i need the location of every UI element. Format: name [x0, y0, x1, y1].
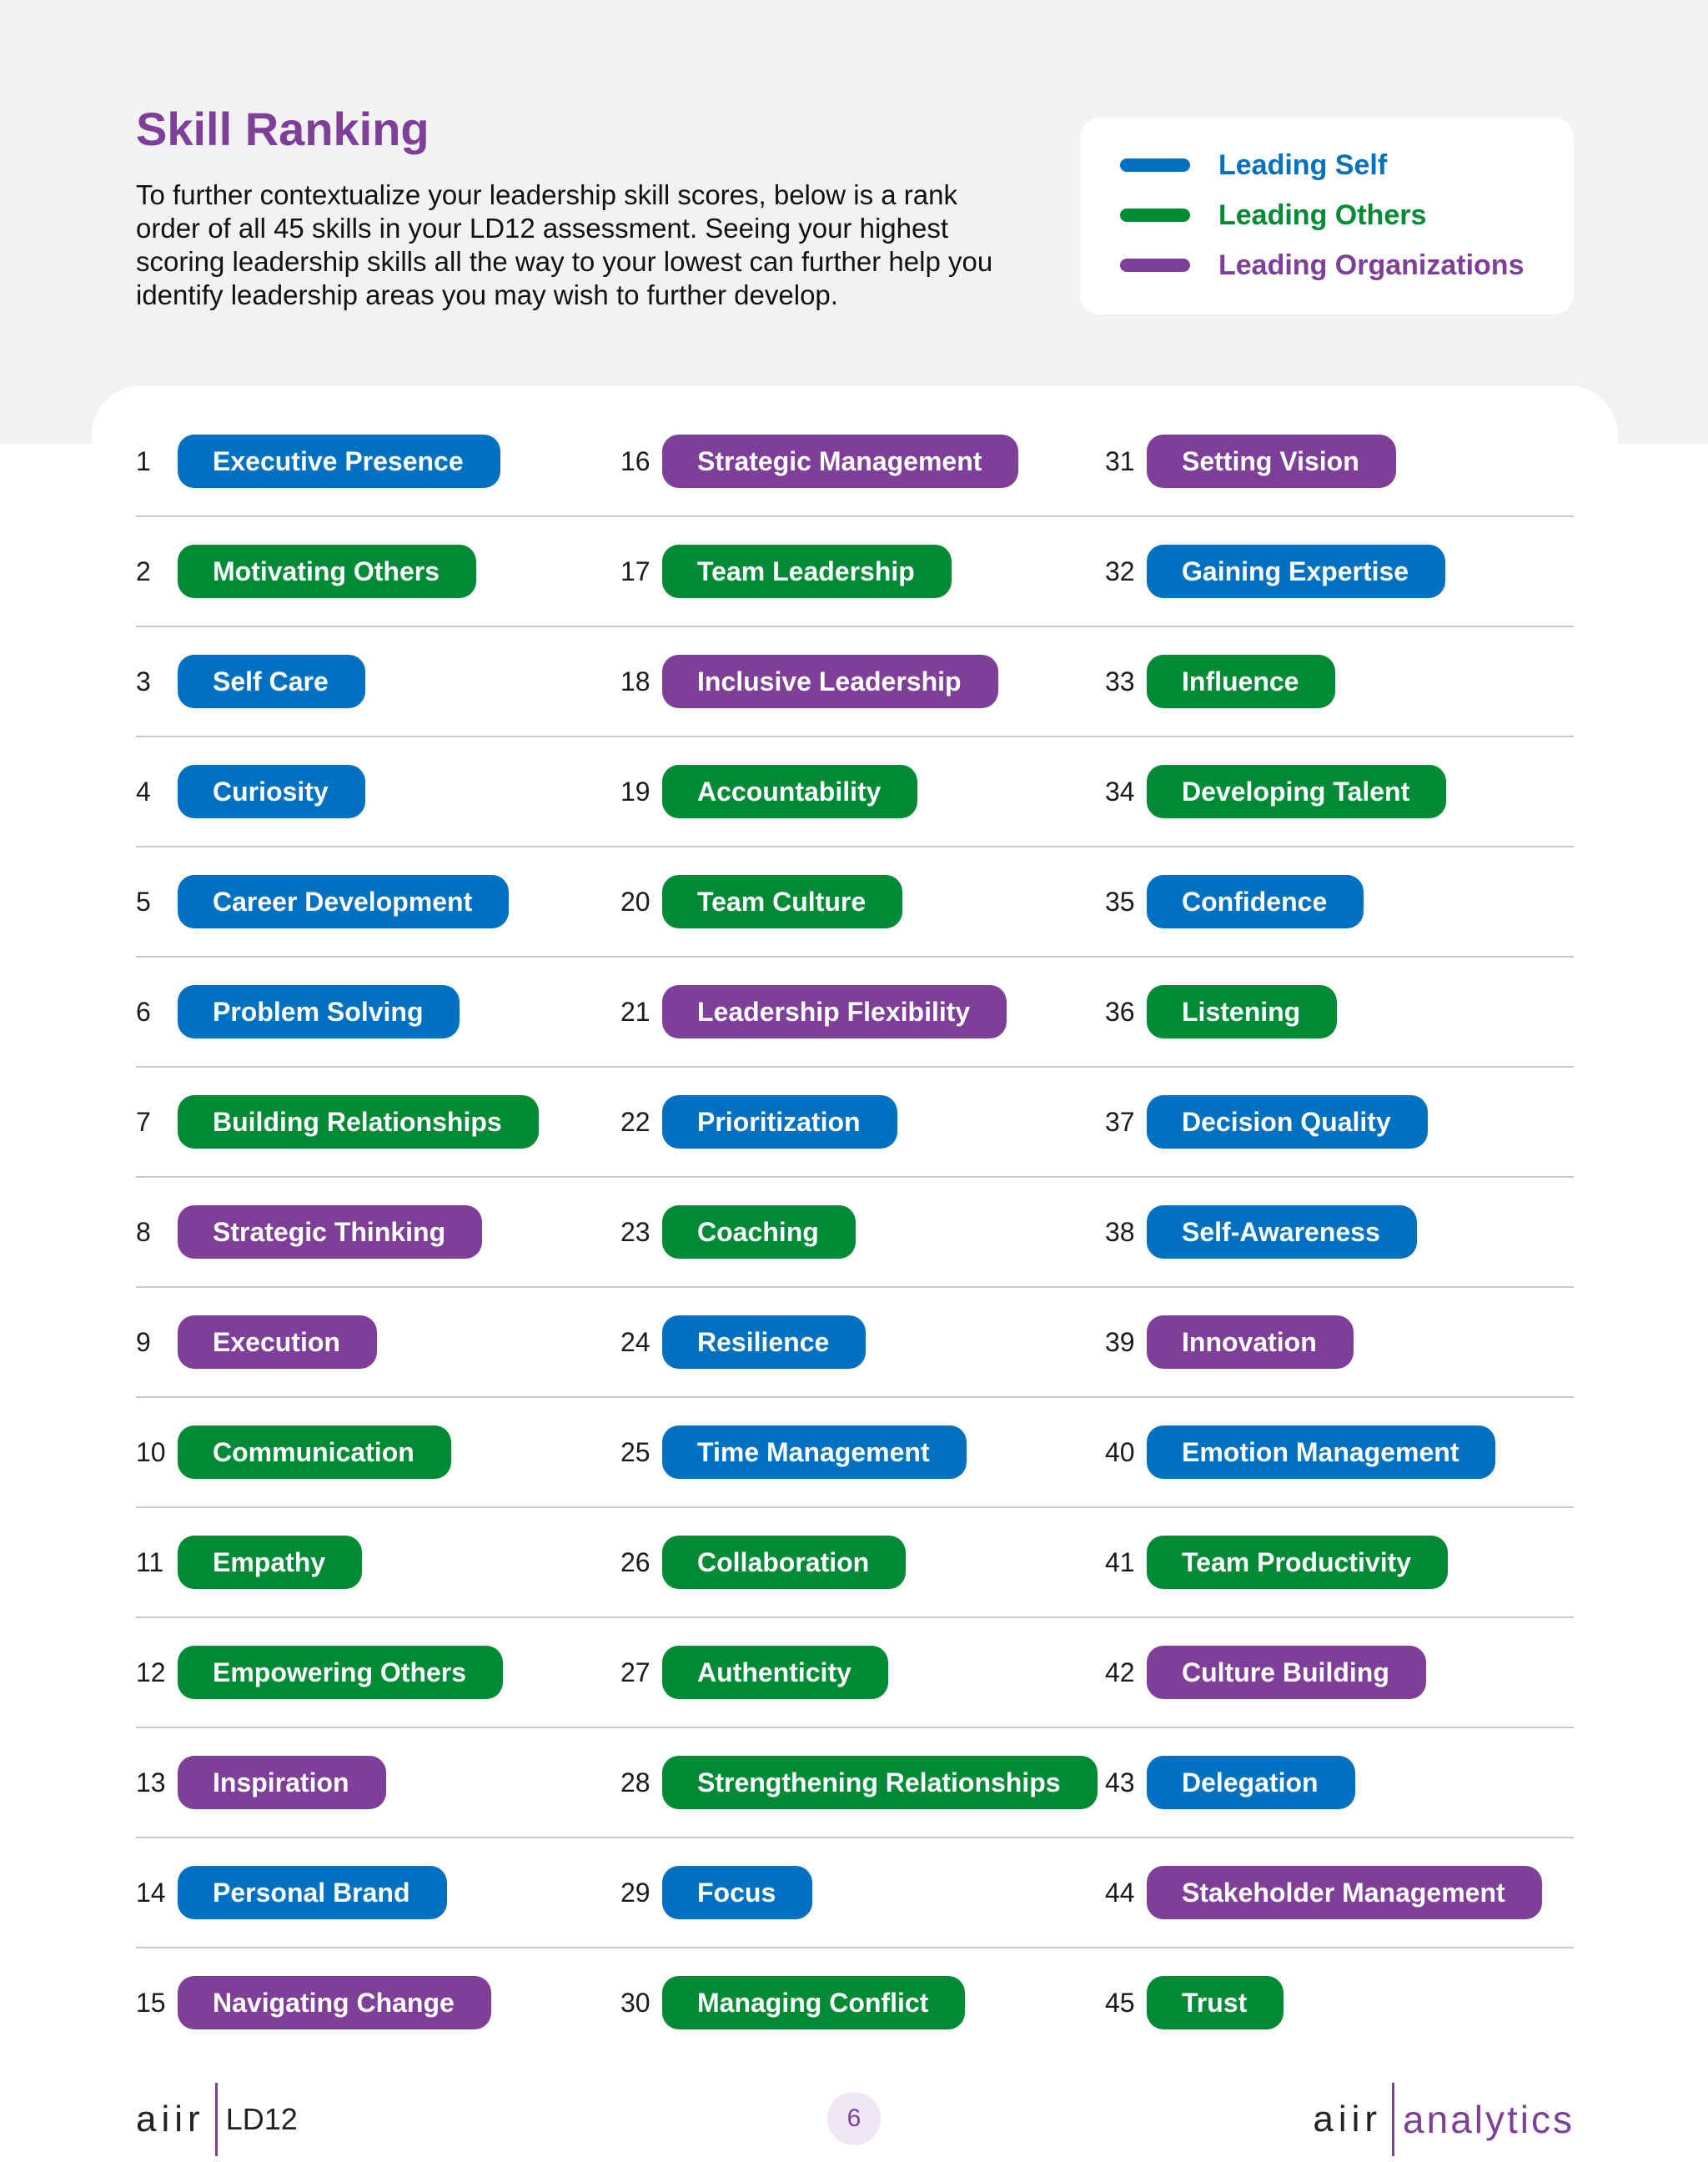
skill-entry: [1105, 517, 1445, 626]
skill-entry: [620, 1068, 897, 1176]
skill-entry: [136, 1728, 386, 1837]
ranking-row: [136, 1068, 1574, 1178]
skill-pill: Innovation: [1147, 1315, 1354, 1369]
ranking-row: [136, 407, 1574, 517]
footer-brand-ld12: [136, 2082, 298, 2157]
legend-swatch: [1120, 158, 1190, 172]
page-number: 6: [827, 2092, 881, 2145]
skill-entry: [136, 1948, 491, 2057]
skill-pill: Emotion Management: [1147, 1425, 1495, 1479]
skill-rank: 33: [1105, 666, 1135, 696]
skill-pill: Team Productivity: [1147, 1536, 1448, 1589]
skill-pill: Influence: [1147, 655, 1335, 708]
skill-entry: [620, 627, 998, 736]
skill-rank: 3: [136, 666, 151, 696]
skill-pill: Empathy: [178, 1536, 362, 1589]
skill-entry: [1105, 737, 1446, 846]
skill-pill: Team Culture: [662, 875, 902, 928]
skill-pill: Decision Quality: [1147, 1095, 1428, 1149]
skill-rank: 10: [136, 1436, 166, 1467]
skill-entry: [1105, 1178, 1417, 1286]
skill-entry: [136, 1288, 377, 1396]
skill-rank: 5: [136, 886, 151, 917]
skill-rank: 41: [1105, 1546, 1135, 1577]
legend-label: Leading Others: [1218, 199, 1427, 231]
skill-pill: Strategic Thinking: [178, 1205, 482, 1259]
skill-entry: [1105, 1398, 1495, 1506]
legend-item-leading-organizations: [1120, 249, 1524, 282]
skill-entry: [136, 958, 460, 1066]
skill-rank: 20: [620, 886, 651, 917]
skill-rank: 39: [1105, 1326, 1135, 1357]
logo-divider: [215, 2083, 218, 2156]
skill-rank: 37: [1105, 1106, 1135, 1137]
skill-rank: 29: [620, 1877, 651, 1908]
skill-rank: 24: [620, 1326, 651, 1357]
skill-pill: Culture Building: [1147, 1646, 1426, 1699]
skill-entry: [620, 1508, 906, 1616]
skill-rank: 8: [136, 1216, 151, 1247]
skill-pill: Executive Presence: [178, 435, 500, 488]
skill-entry: [1105, 1838, 1542, 1947]
skill-pill: Confidence: [1147, 875, 1364, 928]
skill-entry: [1105, 1728, 1355, 1837]
skill-pill: Leadership Flexibility: [662, 985, 1007, 1038]
ranking-row: [136, 1288, 1574, 1398]
skill-entry: [1105, 407, 1396, 515]
ranking-row: [136, 847, 1574, 958]
legend-item-leading-others: [1120, 199, 1426, 232]
skill-entry: [1105, 627, 1335, 736]
ranking-row: [136, 1728, 1574, 1838]
skill-rank: 26: [620, 1546, 651, 1577]
skill-pill: Time Management: [662, 1425, 967, 1479]
skill-pill: Resilience: [662, 1315, 866, 1369]
skill-pill: Collaboration: [662, 1536, 906, 1589]
skill-rank: 42: [1105, 1657, 1135, 1687]
footer-brand-analytics: [1313, 2082, 1575, 2157]
ranking-row: [136, 627, 1574, 737]
ranking-row: [136, 1178, 1574, 1288]
skill-entry: [620, 1948, 965, 2057]
skill-pill: Communication: [178, 1425, 451, 1479]
skill-entry: [136, 1178, 482, 1286]
intro-paragraph: To further contextualize your leadership skill scores, below is a rank order of all 45 skills in your LD12 assessment. Seeing your highest scoring leadership skills all the way to your lowest can further help you identify leadership areas you may wish to further develop.: [136, 179, 993, 310]
skill-rank: 17: [620, 556, 651, 586]
skill-rank: 40: [1105, 1436, 1135, 1467]
skill-entry: [136, 1838, 447, 1947]
skill-entry: [136, 1068, 539, 1176]
legend-label: Leading Organizations: [1218, 249, 1525, 281]
legend-swatch: [1120, 259, 1190, 272]
skill-entry: [1105, 1068, 1428, 1176]
ranking-row: [136, 1838, 1574, 1948]
skill-entry: [620, 1288, 866, 1396]
skill-rank: 27: [620, 1657, 651, 1687]
skill-pill: Setting Vision: [1147, 435, 1396, 488]
logo-divider: [1392, 2083, 1394, 2156]
skill-entry: [620, 737, 917, 846]
legend-label: Leading Self: [1218, 148, 1388, 181]
skill-entry: [136, 517, 476, 626]
skill-ranking-grid: [136, 407, 1574, 2057]
skill-rank: 36: [1105, 996, 1135, 1027]
skill-rank: 14: [136, 1877, 166, 1908]
skill-pill: Personal Brand: [178, 1866, 447, 1919]
page-title: Skill Ranking: [136, 103, 430, 155]
skill-pill: Motivating Others: [178, 545, 476, 598]
skill-rank: 12: [136, 1657, 166, 1687]
skill-rank: 16: [620, 445, 651, 476]
ranking-row: [136, 1508, 1574, 1618]
skill-entry: [136, 1398, 451, 1506]
ranking-row: [136, 737, 1574, 847]
skill-rank: 30: [620, 1987, 651, 2018]
aiir-logo-text: aiir: [136, 2099, 205, 2139]
skill-pill: Developing Talent: [1147, 765, 1446, 818]
skill-entry: [1105, 1288, 1354, 1396]
skill-pill: Self-Awareness: [1147, 1205, 1417, 1259]
skill-rank: 19: [620, 776, 651, 807]
skill-entry: [136, 627, 365, 736]
skill-entry: [136, 1508, 362, 1616]
skill-pill: Empowering Others: [178, 1646, 503, 1699]
ranking-row: [136, 1618, 1574, 1728]
skill-pill: Strengthening Relationships: [662, 1756, 1098, 1809]
skill-rank: 11: [136, 1546, 164, 1577]
skill-entry: [620, 1838, 812, 1947]
skill-entry: [620, 1398, 967, 1506]
aiir-logo-text: aiir: [1313, 2099, 1383, 2139]
legend-item-leading-self: [1120, 148, 1387, 182]
skill-pill: Delegation: [1147, 1756, 1355, 1809]
skill-entry: [1105, 847, 1364, 956]
skill-rank: 35: [1105, 886, 1135, 917]
skill-entry: [620, 958, 1007, 1066]
skill-rank: 34: [1105, 776, 1135, 807]
skill-entry: [1105, 1508, 1448, 1616]
ranking-row: [136, 958, 1574, 1068]
skill-pill: Managing Conflict: [662, 1976, 965, 2029]
skill-entry: [1105, 1618, 1426, 1727]
skill-entry: [620, 1618, 888, 1727]
ranking-row: [136, 517, 1574, 627]
ranking-row: [136, 1398, 1574, 1508]
skill-rank: 15: [136, 1987, 166, 2018]
skill-pill: Authenticity: [662, 1646, 888, 1699]
skill-pill: Gaining Expertise: [1147, 545, 1445, 598]
skill-pill: Team Leadership: [662, 545, 952, 598]
skill-rank: 45: [1105, 1987, 1135, 2018]
skill-rank: 4: [136, 776, 151, 807]
skill-entry: [620, 1178, 856, 1286]
skill-entry: [620, 1728, 1098, 1837]
skill-pill: Stakeholder Management: [1147, 1866, 1542, 1919]
skill-entry: [620, 517, 952, 626]
skill-rank: 43: [1105, 1767, 1135, 1797]
skill-rank: 7: [136, 1106, 151, 1137]
skill-pill: Accountability: [662, 765, 917, 818]
skill-rank: 18: [620, 666, 651, 696]
skill-entry: [136, 1618, 503, 1727]
skill-rank: 23: [620, 1216, 651, 1247]
analytics-logo-text: analytics: [1403, 2098, 1575, 2141]
skill-pill: Coaching: [662, 1205, 856, 1259]
skill-pill: Execution: [178, 1315, 377, 1369]
skill-entry: [136, 847, 509, 956]
legend: [1080, 118, 1574, 314]
skill-rank: 25: [620, 1436, 651, 1467]
skill-entry: [620, 847, 902, 956]
skill-pill: Strategic Management: [662, 435, 1018, 488]
skill-entry: [1105, 1948, 1284, 2057]
skill-rank: 6: [136, 996, 151, 1027]
skill-pill: Career Development: [178, 875, 509, 928]
skill-rank: 22: [620, 1106, 651, 1137]
skill-rank: 1: [136, 445, 151, 476]
skill-pill: Focus: [662, 1866, 812, 1919]
skill-rank: 44: [1105, 1877, 1135, 1908]
skill-rank: 31: [1105, 445, 1135, 476]
skill-entry: [620, 407, 1018, 515]
skill-entry: [1105, 958, 1337, 1066]
legend-swatch: [1120, 209, 1190, 222]
skill-pill: Trust: [1147, 1976, 1284, 2029]
skill-pill: Inspiration: [178, 1756, 386, 1809]
skill-pill: Listening: [1147, 985, 1337, 1038]
product-name: LD12: [225, 2102, 298, 2136]
skill-pill: Inclusive Leadership: [662, 655, 998, 708]
skill-rank: 38: [1105, 1216, 1135, 1247]
skill-pill: Problem Solving: [178, 985, 460, 1038]
skill-rank: 13: [136, 1767, 166, 1797]
skill-entry: [136, 407, 500, 515]
skill-pill: Self Care: [178, 655, 365, 708]
skill-pill: Navigating Change: [178, 1976, 491, 2029]
skill-rank: 21: [620, 996, 651, 1027]
skill-pill: Curiosity: [178, 765, 365, 818]
skill-entry: [136, 737, 365, 846]
skill-pill: Building Relationships: [178, 1095, 539, 1149]
skill-rank: 9: [136, 1326, 151, 1357]
skill-pill: Prioritization: [662, 1095, 897, 1149]
skill-rank: 2: [136, 556, 151, 586]
ranking-row: [136, 1948, 1574, 2057]
skill-rank: 28: [620, 1767, 651, 1797]
skill-rank: 32: [1105, 556, 1135, 586]
